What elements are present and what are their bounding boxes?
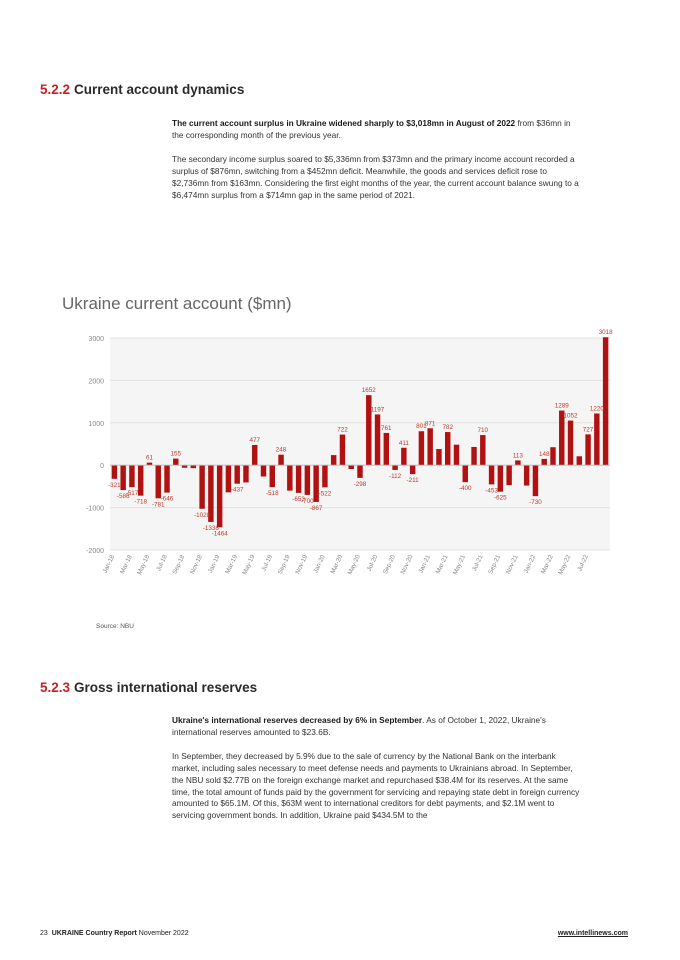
data-label: -453 [485, 487, 498, 495]
data-label: -646 [160, 495, 174, 503]
y-tick-label: -2000 [86, 548, 104, 555]
section-title: Gross international reserves [74, 680, 258, 695]
x-tick-label: Jan-19 [206, 553, 222, 575]
bar [305, 465, 310, 495]
data-label: -298 [353, 480, 367, 488]
data-label: -586 [116, 493, 130, 501]
data-label: -730 [529, 499, 542, 507]
report-name: UKRAINE Country Report [51, 930, 137, 937]
bar [349, 465, 354, 469]
bar [436, 449, 441, 465]
data-label: 710 [477, 427, 489, 435]
lead-rest: . As of October 1, 2022, Ukraine's international reserves amounted to $23.6B. [172, 715, 546, 737]
x-tick-label: May-19 [241, 553, 257, 576]
bar [112, 465, 117, 479]
bar [120, 465, 125, 490]
bar [498, 465, 503, 492]
data-label: 113 [512, 452, 523, 460]
data-label: 722 [337, 426, 348, 434]
x-tick-label: Mar-21 [434, 553, 450, 575]
lead-bold: Ukraine's international reserves decreased by 6% in September [172, 715, 423, 725]
page-number: 23 [40, 930, 48, 937]
section-number: 5.2.2 [40, 82, 71, 97]
y-tick-label: 2000 [88, 378, 104, 386]
x-tick-label: Sep-21 [487, 553, 503, 576]
section-title: Current account dynamics [74, 82, 245, 97]
lead-paragraph [172, 715, 582, 739]
bar [173, 459, 178, 466]
chart-source: Source: NBU [96, 623, 134, 630]
lead-bold: The current account surplus in Ukraine widened sharply to $3,018mn in August of 2022 [172, 118, 516, 128]
bar [585, 434, 590, 465]
bar [445, 432, 450, 465]
reserves-text [172, 715, 582, 822]
bar [278, 455, 283, 466]
bar [480, 435, 485, 465]
bar [243, 465, 248, 482]
y-tick-label: 1000 [88, 420, 104, 428]
bar [296, 465, 301, 493]
bar [401, 448, 406, 465]
data-label: 1289 [554, 402, 569, 410]
data-label: 1652 [361, 387, 376, 395]
x-tick-label: Jan-22 [522, 553, 538, 575]
y-tick-label: -1000 [86, 505, 104, 513]
x-tick-label: Mar-22 [540, 553, 555, 575]
bar [322, 465, 327, 487]
data-label: -321 [108, 481, 121, 489]
x-tick-label: Nov-21 [504, 553, 520, 576]
data-label: 1220 [589, 405, 604, 413]
bar [454, 445, 459, 466]
bar [577, 456, 582, 465]
x-tick-label: Sep-18 [171, 553, 187, 576]
y-tick-label: 0 [100, 463, 104, 471]
data-label: 727 [582, 426, 594, 434]
data-label: 871 [424, 420, 436, 428]
data-label: -518 [265, 490, 279, 498]
bar [594, 413, 599, 465]
bar [410, 465, 415, 474]
x-tick-label: Sep-19 [276, 553, 292, 576]
bar [550, 447, 555, 465]
x-tick-label: Nov-18 [188, 553, 204, 576]
bar [357, 465, 362, 478]
x-tick-label: May-21 [451, 553, 468, 576]
lead-paragraph [172, 118, 582, 142]
section-number: 5.2.3 [40, 680, 71, 695]
data-label: -1338 [202, 524, 219, 532]
data-label: 155 [170, 450, 182, 458]
data-label: 477 [249, 436, 260, 444]
bar [138, 465, 143, 495]
x-tick-label: Nov-19 [294, 553, 310, 576]
data-label: 411 [398, 439, 409, 447]
data-label: -400 [458, 485, 472, 493]
data-label: 1197 [370, 406, 385, 414]
bar [252, 445, 257, 465]
bar [568, 421, 573, 466]
data-label: -653 [292, 495, 305, 503]
section-heading-current-account [40, 82, 244, 97]
data-label: -522 [318, 490, 332, 498]
report-date: November 2022 [136, 930, 189, 937]
data-label: 782 [442, 424, 453, 432]
data-label: 148 [538, 450, 550, 458]
data-label: 61 [145, 454, 153, 462]
current-account-chart [62, 328, 622, 623]
x-tick-label: Jan-21 [417, 553, 432, 575]
bar [419, 431, 424, 465]
bar [129, 465, 134, 487]
data-label: -781 [151, 501, 165, 509]
x-tick-label: Mar-19 [224, 553, 240, 575]
bar [524, 465, 529, 485]
website-link[interactable]: www.intellinews.com [557, 930, 628, 937]
bar [463, 465, 468, 482]
bar [603, 337, 608, 465]
bar [471, 447, 476, 465]
data-label: -625 [494, 494, 507, 502]
bar [515, 460, 520, 465]
bar [164, 465, 169, 492]
bar [506, 465, 511, 485]
bar [533, 465, 538, 496]
data-label: 248 [275, 446, 287, 454]
data-label: -1028 [194, 511, 211, 519]
data-label: -700 [301, 497, 314, 505]
bar [392, 465, 397, 470]
x-tick-label: May-18 [136, 553, 152, 576]
x-tick-label: Jan-18 [101, 553, 117, 575]
data-label: -1464 [211, 530, 228, 538]
x-tick-label: Jul-21 [471, 553, 485, 573]
x-tick-label: Jul-22 [576, 553, 590, 573]
x-tick-label: May-22 [557, 553, 573, 576]
bar [375, 414, 380, 465]
chart-title: Ukraine current account ($mn) [62, 294, 292, 313]
data-label: -867 [309, 504, 323, 512]
x-tick-label: Mar-20 [329, 553, 345, 575]
bar [384, 433, 389, 465]
bar [489, 465, 494, 484]
bar [191, 465, 196, 468]
data-label: -211 [406, 477, 419, 485]
data-label: -517 [125, 490, 139, 498]
x-tick-label: Jan-20 [312, 553, 327, 575]
bar [270, 465, 275, 487]
page-footer [40, 930, 189, 937]
x-tick-label: Nov-20 [399, 553, 415, 576]
data-label: -112 [389, 472, 402, 480]
bar [156, 465, 161, 498]
body-paragraph: The secondary income surplus soared to $5,336mn from $373mn and the primary income account recorded a surplus of $876mn, switching from a $452mn deficit. Meanwhile, the goods and services deficit rose to $2,736mn from $163mn. Considering the first eight months of the year, the current account balance swung to a $6,474mn surplus from a $714mn gap in the same period of 2021. [172, 153, 579, 200]
x-tick-label: Jul-18 [155, 553, 169, 573]
data-label: -718 [134, 498, 148, 506]
body-paragraph: In September, they decreased by 5.9% due to the sale of currency by the National Bank on the interbank market, including sales necessary to meet defense needs and payments to Ukrainians abroad. In September, the NBU sold $2.77B on the foreign exchange market and repurchased $38.4M for its reserves. At the same time, the total amount of funds paid by the government for servicing and repaying state debt in foreign currency amounted to $65.1M. Of this, $63M went to international creditors for debt payments, and $2.1M went to servicing government bonds. In addition, Ukraine paid $434.5M to the [172, 750, 580, 821]
plot-area [110, 338, 610, 550]
bar [331, 455, 336, 465]
data-label: 801 [416, 423, 427, 431]
current-account-text [172, 118, 582, 201]
x-tick-label: Jul-20 [365, 553, 380, 573]
bar [217, 465, 222, 527]
x-tick-label: Mar-18 [118, 553, 134, 575]
data-label: -437 [230, 486, 244, 494]
bar [199, 465, 204, 509]
section-heading-reserves [40, 680, 257, 695]
data-label: 761 [381, 424, 392, 432]
x-tick-label: May-20 [346, 553, 362, 576]
bar [261, 465, 266, 476]
bar [541, 459, 546, 465]
lead-rest: from $36mn in the corresponding month of the previous year. [172, 118, 571, 140]
data-label: 3018 [598, 329, 613, 337]
bar [427, 428, 432, 465]
bar [340, 435, 345, 466]
x-tick-label: Jul-19 [260, 553, 275, 573]
bar [287, 465, 292, 490]
y-tick-label: 3000 [88, 336, 104, 343]
bar [234, 465, 239, 484]
data-label: 1052 [563, 412, 578, 420]
x-tick-label: Sep-20 [381, 553, 397, 576]
